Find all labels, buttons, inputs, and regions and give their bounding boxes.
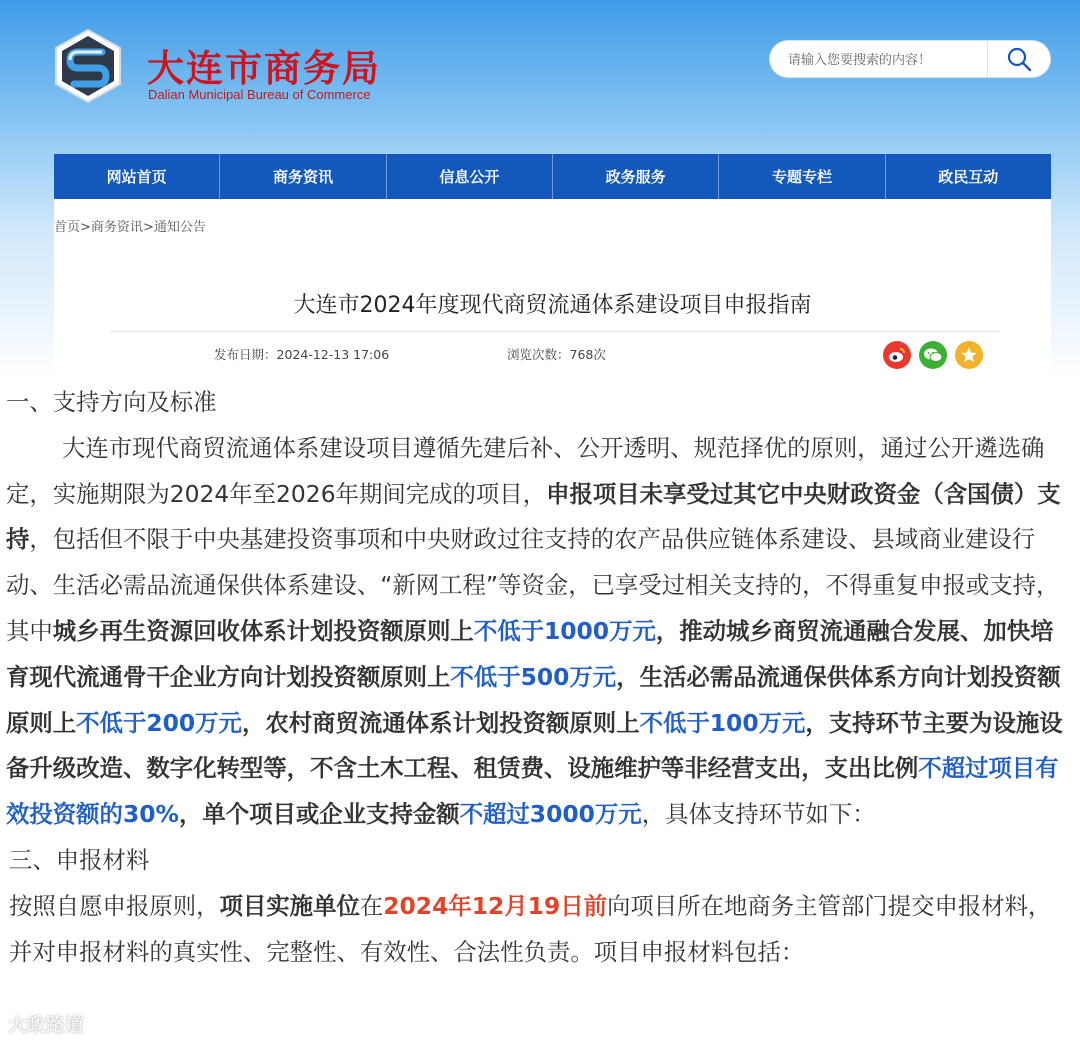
wechat-icon	[923, 347, 943, 363]
share-weibo-button[interactable]	[883, 341, 911, 369]
search-input[interactable]	[786, 49, 990, 71]
search-icon	[1006, 46, 1032, 72]
nav-item-disclosure[interactable]: 信息公开	[387, 154, 553, 199]
materials-paragraph: 按照自愿申报原则，项目实施单位在2024年12月19日前向项目所在地商务主管部门提交申报材料，并对申报材料的真实性、完整性、有效性、合法性负责。项目申报材料包括：	[9, 891, 1052, 966]
search-button[interactable]	[987, 41, 1050, 77]
main-nav	[54, 154, 1051, 199]
add-favorite-button[interactable]	[955, 341, 983, 369]
views-value: 768次	[569, 347, 606, 362]
article-title: 大连市2024年度现代商贸流通体系建设项目申报指南	[293, 293, 812, 318]
section-heading: 三、申报材料	[9, 845, 150, 874]
breadcrumb-notices[interactable]: 通知公告	[153, 220, 206, 235]
breadcrumb-separator: >	[80, 220, 91, 235]
breadcrumb	[54, 216, 206, 235]
publish-label: 发布日期：	[214, 347, 277, 362]
breadcrumb-home[interactable]: 首页	[54, 220, 81, 235]
views-label: 浏览次数：	[507, 347, 570, 362]
favorite-icon	[960, 346, 978, 364]
site-subtitle: Dalian Municipal Bureau of Commerce	[148, 87, 371, 102]
nav-item-home[interactable]: 网站首页	[54, 154, 220, 199]
search-box	[770, 41, 1050, 77]
support-paragraph: 大连市现代商贸流通体系建设项目遵循先建后补、公开透明、规范择优的原则，通过公开遴选确定，实施期限为2024年至2026年期间完成的项目，申报项目未享受过其它中央财政资金（含国债）支持，包括但不限于中央基建投资事项和中央财政过往支持的农产品供应链体系建设、县域商业建设行动、生活必需品流通保供体系建设、“新网工程”等资金，已享受过相关支持的，不得重复申报或支持，其中城乡再生资源回收体系计划投资额原则上不低于1000万元，推动城乡商贸流通融合发展、加快培育现代流通骨干企业方向计划投资额原则上不低于500万元，生活必需品流通保供体系方向计划投资额原则上不低于200万元，农村商贸流通体系计划投资额原则上不低于100万元，支持环节主要为设施设备升级改造、数字化转型等，不含土木工程、租赁费、设施维护等非经营支出，支出比例不超过项目有效投资额的30%，单个项目或企业支持金额不超过3000万元，具体支持环节如下：	[6, 433, 1063, 829]
nav-item-news[interactable]: 商务资讯	[220, 154, 386, 199]
nav-item-interaction[interactable]: 政民互动	[938, 168, 999, 186]
nav-item-services[interactable]: 政务服务	[553, 154, 719, 199]
publish-date	[214, 345, 389, 363]
article-body	[6, 380, 1074, 975]
breadcrumb-news[interactable]: 商务资讯	[90, 220, 143, 235]
publish-date-value: 2024-12-13 17:06	[276, 347, 390, 362]
share-wechat-button[interactable]	[919, 341, 947, 369]
breadcrumb-separator: >	[142, 220, 154, 235]
nav-item-topics[interactable]: 专题专栏	[719, 154, 885, 199]
site-title[interactable]: 大连市商务局	[147, 47, 381, 90]
bureau-logo-icon[interactable]	[54, 28, 122, 104]
weibo-icon	[888, 347, 906, 363]
section-heading: 一、支持方向及标准	[6, 388, 217, 416]
watermark-text: 大政路道	[8, 1014, 85, 1036]
title-divider	[110, 331, 1000, 332]
view-count	[507, 345, 606, 363]
